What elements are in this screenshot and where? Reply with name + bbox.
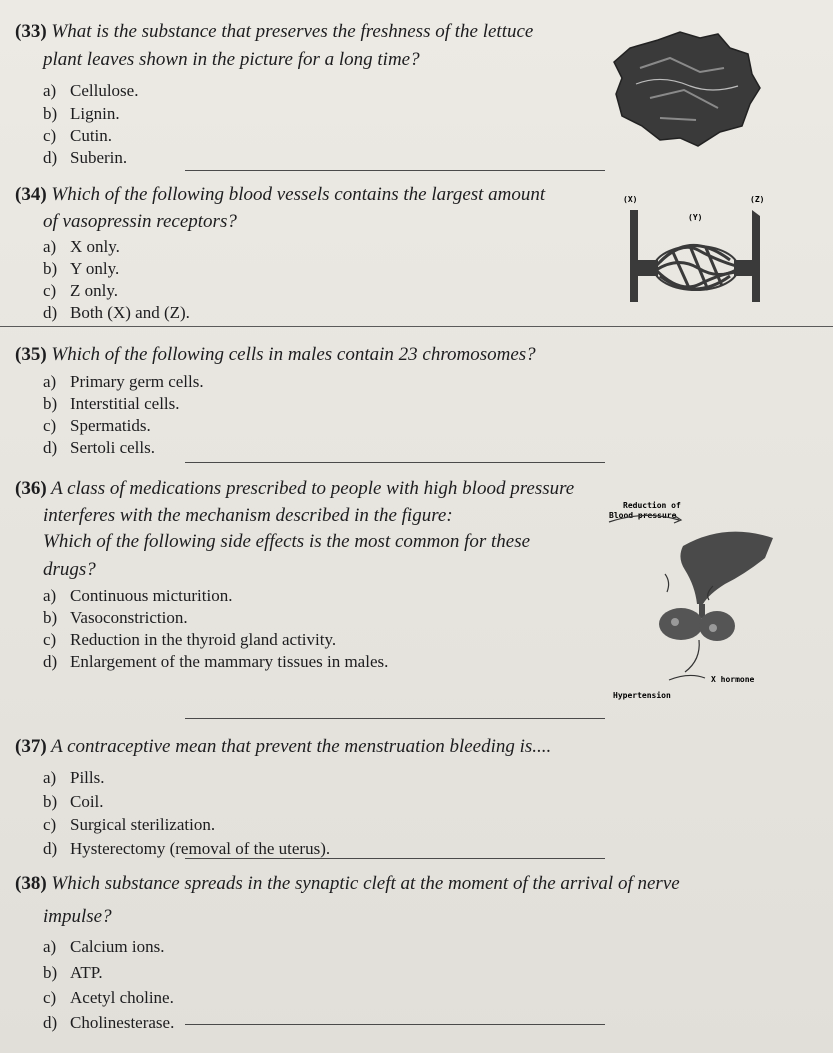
question-stem-cont: impulse? xyxy=(43,906,112,927)
question-stem: (36) A class of medications prescribed to people with high blood pressure xyxy=(15,478,575,499)
option-c[interactable]: c) Acetyl choline. xyxy=(43,988,174,1007)
divider xyxy=(185,718,605,719)
divider xyxy=(185,170,605,171)
option-b[interactable]: b) Coil. xyxy=(43,792,104,811)
label-z: (Z) xyxy=(750,195,765,204)
label-x-hormone: X hormone xyxy=(711,675,755,684)
option-a[interactable]: a) X only. xyxy=(43,237,120,256)
option-b[interactable]: b) Vasoconstriction. xyxy=(43,608,188,627)
question-stem-cont: interferes with the mechanism described in the figure: xyxy=(43,505,453,526)
option-d[interactable]: d) Both (X) and (Z). xyxy=(43,303,190,322)
label-x: (X) xyxy=(623,195,638,204)
question-stem: (33) What is the substance that preserves the freshness of the lettuce xyxy=(15,21,534,42)
question-stem: (37) A contraceptive mean that prevent the menstruation bleeding is.... xyxy=(15,736,552,757)
label-blood-pressure: Blood pressure xyxy=(609,511,677,520)
option-c[interactable]: c) Z only. xyxy=(43,281,119,300)
lettuce-leaf-figure xyxy=(600,28,765,153)
divider xyxy=(185,1024,605,1025)
question-stem: (34) Which of the following blood vessels contains the largest amount xyxy=(15,184,546,205)
question-stem: (38) Which substance spreads in the synaptic cleft at the moment of the arrival of nerve xyxy=(15,873,680,894)
question-stem-cont: of vasopressin receptors? xyxy=(43,211,237,232)
question-stem-cont: plant leaves shown in the picture for a long time? xyxy=(43,49,420,70)
option-b[interactable]: b) Y only. xyxy=(43,259,120,278)
label-hypertension: Hypertension xyxy=(613,691,671,700)
option-a[interactable]: a) Calcium ions. xyxy=(43,937,165,956)
question-stem-cont: drugs? xyxy=(43,559,96,580)
option-a[interactable]: a) Continuous micturition. xyxy=(43,586,233,605)
option-d[interactable]: d) Hysterectomy (removal of the uterus). xyxy=(43,839,331,858)
question-stem: (35) Which of the following cells in males contain 23 chromosomes? xyxy=(15,344,536,365)
option-b[interactable]: b) Interstitial cells. xyxy=(43,394,180,413)
option-c[interactable]: c) Cutin. xyxy=(43,126,113,145)
option-a[interactable]: a) Cellulose. xyxy=(43,81,139,100)
divider xyxy=(0,326,833,327)
option-d[interactable]: d) Suberin. xyxy=(43,148,128,167)
option-b[interactable]: b) Lignin. xyxy=(43,104,120,123)
option-d[interactable]: d) Sertoli cells. xyxy=(43,438,155,457)
divider xyxy=(185,462,605,463)
option-c[interactable]: c) Reduction in the thyroid gland activity. xyxy=(43,630,337,649)
option-a[interactable]: a) Primary germ cells. xyxy=(43,372,204,391)
question-stem-cont: Which of the following side effects is the most common for these xyxy=(43,531,531,552)
label-reduction: Reduction of xyxy=(623,501,681,510)
option-d[interactable]: d) Cholinesterase. xyxy=(43,1013,175,1032)
option-c[interactable]: c) Surgical sterilization. xyxy=(43,815,216,834)
label-y: (Y) xyxy=(688,213,703,222)
hormone-mechanism-figure xyxy=(605,500,780,705)
option-b[interactable]: b) ATP. xyxy=(43,963,103,982)
divider xyxy=(185,858,605,859)
blood-vessels-figure xyxy=(620,190,780,310)
option-d[interactable]: d) Enlargement of the mammary tissues in males. xyxy=(43,652,389,671)
option-c[interactable]: c) Spermatids. xyxy=(43,416,151,435)
option-a[interactable]: a) Pills. xyxy=(43,768,105,787)
